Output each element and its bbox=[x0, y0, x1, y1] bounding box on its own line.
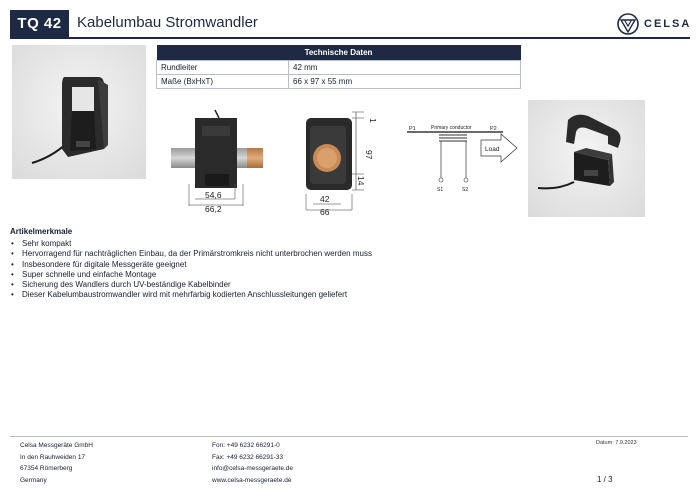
header-rule bbox=[10, 37, 690, 39]
table-row bbox=[157, 60, 521, 74]
list-item: • Sehr kompakt bbox=[10, 239, 372, 249]
row-value: 66 x 97 x 55 mm bbox=[289, 74, 521, 88]
footer-rule bbox=[10, 436, 688, 437]
dim-width-outer-label: 66 bbox=[320, 207, 330, 216]
dim-inner-label: 54,6 bbox=[205, 190, 222, 200]
footer-address bbox=[20, 440, 93, 486]
features-title: Artikelmerkmale bbox=[10, 227, 73, 236]
product-code-badge: TQ 42 bbox=[10, 10, 69, 37]
row-label: Rundleiter bbox=[157, 60, 289, 74]
website-link[interactable]: www.celsa-messgeraete.de bbox=[212, 476, 292, 484]
p2-label: P2 bbox=[490, 126, 497, 132]
city: 67354 Römerberg bbox=[20, 465, 73, 472]
table-row bbox=[157, 74, 521, 88]
side-dimension-drawing bbox=[300, 104, 380, 216]
page-number: 1 / 3 bbox=[597, 475, 613, 484]
brand-logo bbox=[617, 13, 691, 35]
product-photo-open bbox=[528, 100, 645, 217]
p1-label: P1 bbox=[409, 126, 416, 132]
list-item: • Super schnelle und einfache Montage bbox=[10, 270, 372, 280]
primary-conductor-label: Primary conductor bbox=[431, 125, 472, 131]
product-photo-front bbox=[12, 45, 146, 179]
country: Germany bbox=[20, 476, 47, 484]
dim-bottom-label: 14 bbox=[356, 176, 366, 186]
list-item: • Hervorragend für nachträglichen Einbau, da der Primärstromkreis nicht unterbrochen werden muss bbox=[10, 249, 372, 259]
row-value: 42 mm bbox=[289, 60, 521, 74]
list-item: • Sicherung des Wandlers durch UV-beständige Kabelbinder bbox=[10, 280, 372, 290]
dim-outer-label: 66,2 bbox=[205, 204, 222, 214]
street: In den Rauhweiden 17 bbox=[20, 453, 86, 461]
celsa-logo-icon bbox=[617, 13, 639, 35]
footer-contact bbox=[212, 440, 293, 486]
document-date: Datum: 7.9.2023 bbox=[596, 440, 637, 446]
row-label: Maße (BxHxT) bbox=[157, 74, 289, 88]
list-item: • Dieser Kabelumbaustromwandler wird mit mehrfarbig kodierten Anschlussleitungen geliefert bbox=[10, 290, 372, 300]
phone: Fon: +49 6232 66291-0 bbox=[212, 442, 280, 449]
s1-label: S1 bbox=[437, 187, 444, 193]
dim-width-inner-label: 42 bbox=[320, 194, 330, 204]
load-label: Load bbox=[485, 146, 500, 153]
wiring-schematic bbox=[405, 118, 520, 198]
email-link[interactable]: info@celsa-messgeraete.de bbox=[212, 465, 294, 472]
product-title: Kabelumbau Stromwandler bbox=[77, 14, 258, 31]
dim-top-label: 1 bbox=[368, 118, 378, 123]
s2-label: S2 bbox=[462, 187, 469, 193]
front-dimension-drawing bbox=[165, 104, 277, 216]
dim-height-label: 97 bbox=[364, 150, 374, 160]
table-heading: Technische Daten bbox=[157, 45, 521, 60]
brand-name: CELSA bbox=[644, 18, 692, 30]
features-list bbox=[10, 239, 372, 301]
fax: Fax: +49 6232 66291-33 bbox=[212, 453, 284, 461]
list-item: • Insbesondere für digitale Messgeräte geeignet bbox=[10, 260, 372, 270]
technical-data-table bbox=[156, 45, 521, 89]
company-name: Celsa Messgeräte GmbH bbox=[20, 442, 93, 449]
